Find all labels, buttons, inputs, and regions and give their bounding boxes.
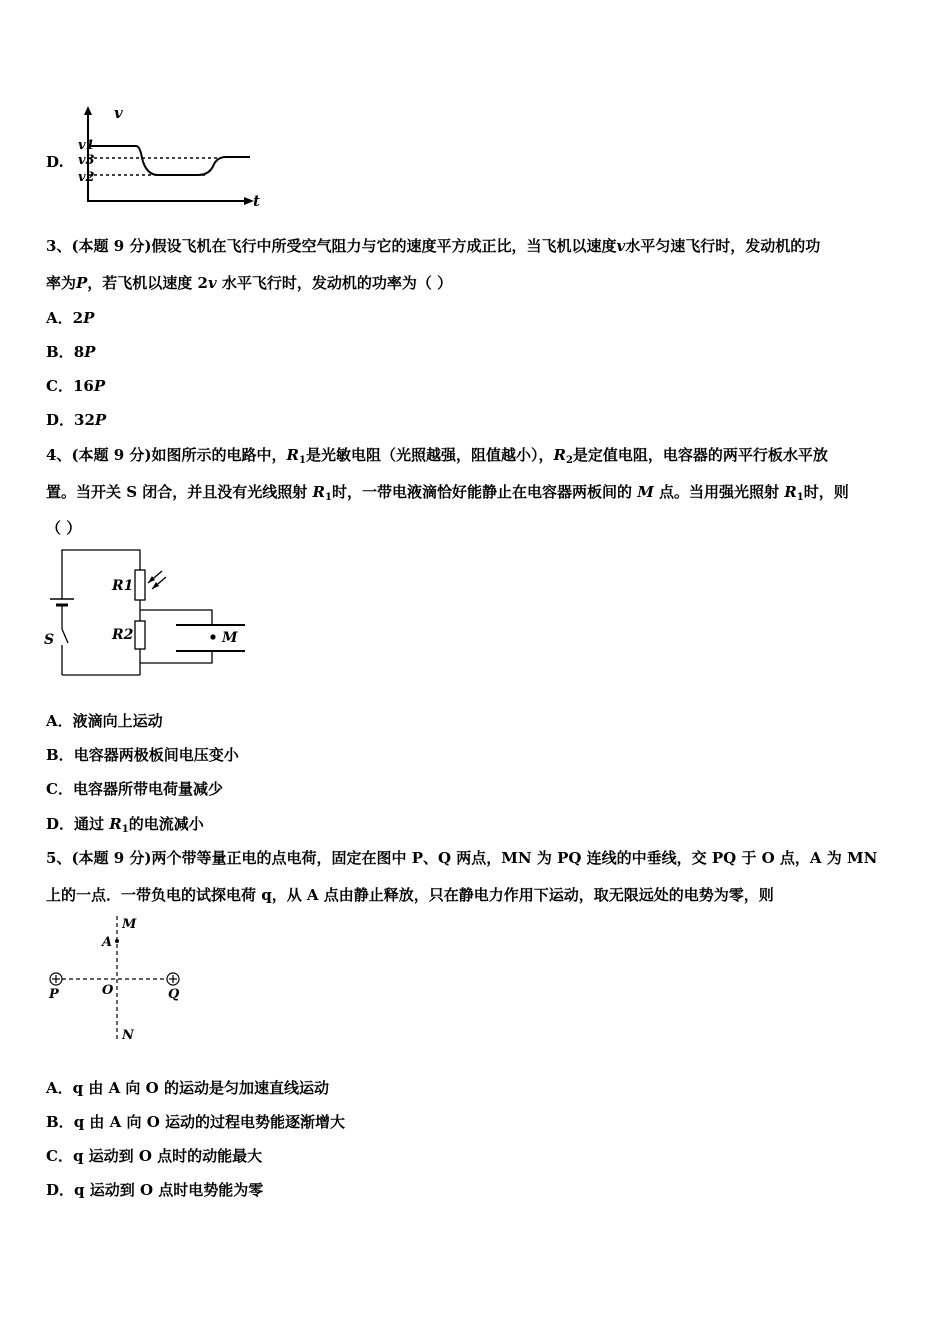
q3-stem-line2: 率为P，若飞机以速度 2v 水平飞行时，发动机的功率为（ ）: [46, 274, 453, 292]
q4-stem-line3: （ ）: [46, 519, 82, 537]
label-v3: v3: [78, 153, 95, 168]
vt-graph: [78, 102, 268, 212]
axis-label-v: v: [114, 104, 123, 122]
q3-stem-line1: 3、(本题 9 分)假设飞机在飞行中所受空气阻力与它的速度平方成正比，当飞机以速度v水平匀速飞行时，发动机的功: [46, 237, 821, 255]
q3-option-c[interactable]: C．16P: [46, 377, 106, 395]
charges-diagram: [40, 912, 190, 1052]
q5-option-c[interactable]: C．q 运动到 O 点时的动能最大: [46, 1147, 263, 1165]
point-m-label: M: [222, 630, 238, 646]
circuit-diagram: [40, 545, 255, 680]
r2-label: R2: [112, 627, 134, 643]
q4-stem-line1: 4、(本题 9 分)如图所示的电路中，$R_1$是光敏电阻（光照越强，阻值越小），$R_2$是定值电阻，电容器的两平行板水平放: [46, 446, 828, 466]
label-o: O: [102, 983, 114, 998]
y-axis-arrow: [84, 106, 92, 115]
label-q: Q: [168, 987, 180, 1002]
label-m: M: [122, 917, 137, 932]
label-v1: v1: [78, 138, 95, 153]
q5-stem-line2: 上的一点．一带负电的试探电荷 q，从 A 点由静止释放，只在静电力作用下运动，取无限远处的电势为零，则: [46, 886, 774, 904]
q3-option-b[interactable]: B．8P: [46, 343, 96, 361]
q2-option-d-label: D.: [46, 153, 64, 171]
q4-option-d[interactable]: D．通过 $R_1$的电流减小: [46, 815, 204, 835]
label-n: N: [122, 1028, 134, 1043]
label-p: P: [49, 987, 59, 1002]
label-v2: v2: [78, 170, 95, 185]
q4-option-c[interactable]: C．电容器所带电荷量减少: [46, 780, 223, 798]
q5-option-b[interactable]: B．q 由 A 向 O 运动的过程电势能逐渐增大: [46, 1113, 345, 1131]
r1-label: R1: [112, 578, 134, 594]
q3-option-a[interactable]: A．2P: [46, 309, 95, 327]
v-curve: [88, 146, 250, 175]
q4-option-b[interactable]: B．电容器两极板间电压变小: [46, 746, 239, 764]
r2-resistor: [135, 621, 145, 649]
q4-stem-line2: 置。当开关 S 闭合，并且没有光线照射 $R_1$时，一带电液滴恰好能静止在电容器两板间的 M 点。当用强光照射 $R_1$时，则: [46, 483, 849, 503]
switch-blade: [62, 629, 68, 643]
r1-resistor: [135, 570, 145, 600]
droplet-point: [210, 634, 215, 639]
q3-option-d[interactable]: D．32P: [46, 411, 107, 429]
q5-option-a[interactable]: A．q 由 A 向 O 的运动是匀加速直线运动: [46, 1079, 329, 1097]
axis-label-t: t: [253, 192, 260, 210]
label-a: A: [102, 935, 113, 950]
point-a: [115, 939, 119, 943]
q5-option-d[interactable]: D．q 运动到 O 点时电势能为零: [46, 1181, 264, 1199]
q4-option-a[interactable]: A．液滴向上运动: [46, 712, 163, 730]
q5-stem-line1: 5、(本题 9 分)两个带等量正电的点电荷，固定在图中 P、Q 两点，MN 为 PQ 连线的中垂线，交 PQ 于 O 点，A 为 MN: [46, 849, 878, 867]
switch-label: S: [44, 632, 55, 648]
